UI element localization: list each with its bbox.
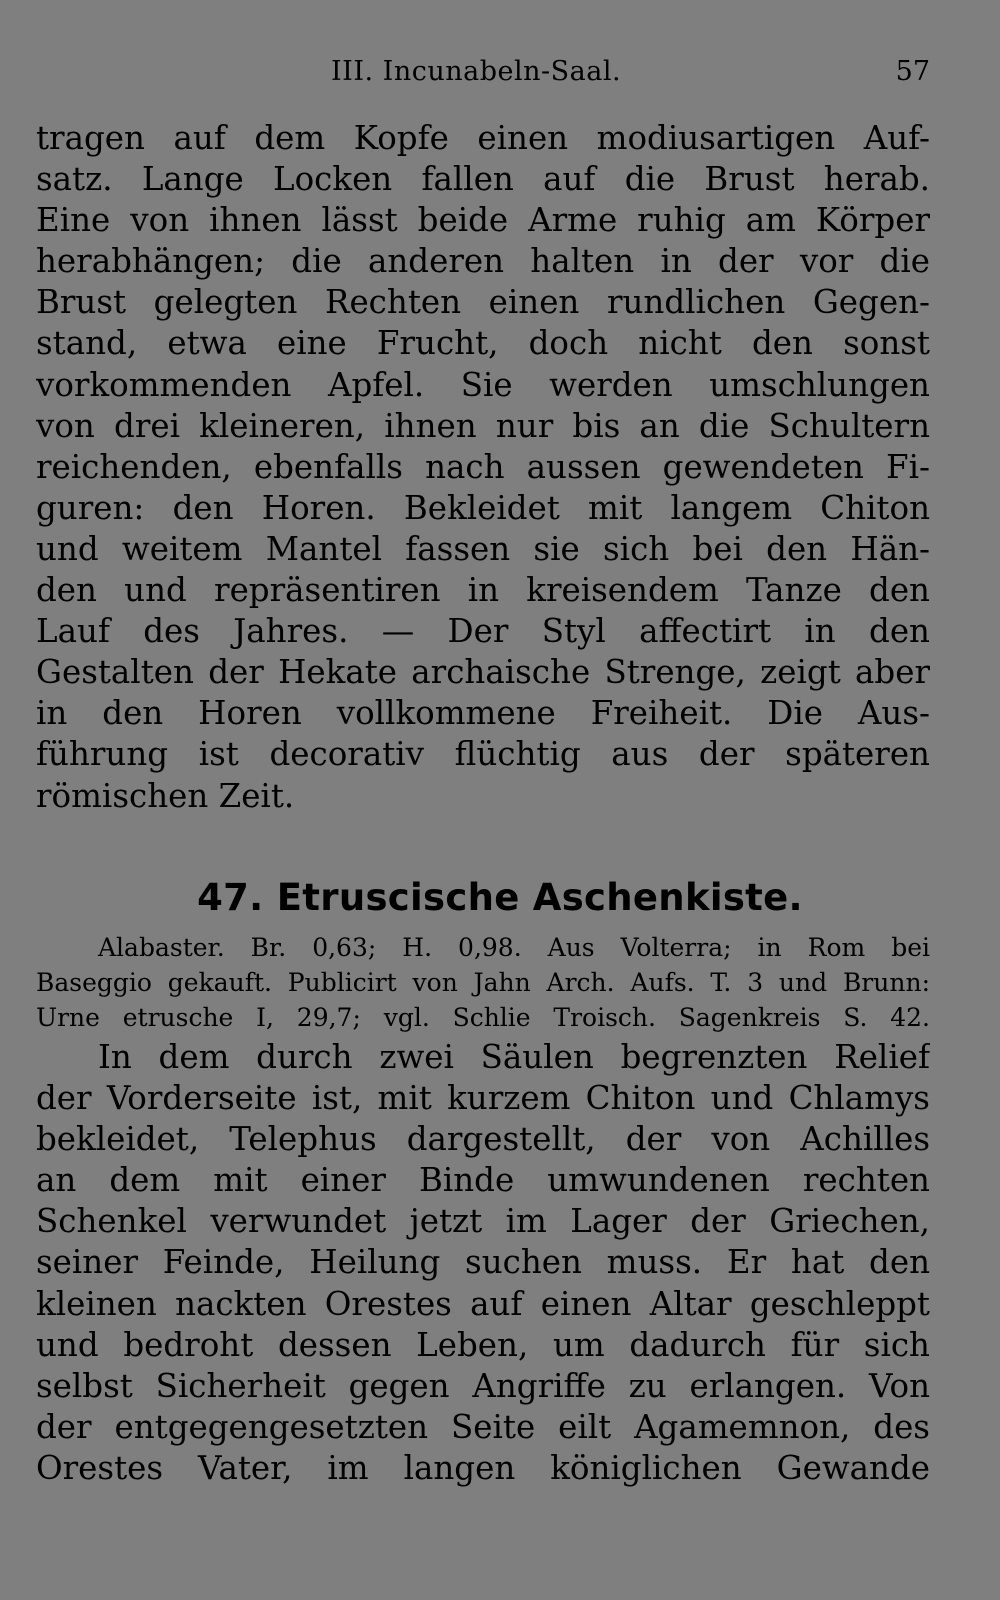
text-line: Schenkel verwundet jetzt im Lager der Griechen, [36,1202,930,1241]
text-line: seiner Feinde, Heilung suchen muss. Er hat den [36,1243,930,1282]
text-line: der entgegengesetzten Seite eilt Agamemnon, des [36,1407,930,1446]
entry-heading: 47. Etruscische Aschenkiste. [197,876,803,919]
text-line: tragen auf dem Kopfe einen modiusartigen Auf- [36,119,930,157]
text-line: Orestes Vater, im langen königlichen Gewande [36,1448,930,1487]
text-line: herabhängen; die anderen halten in der vor die [36,242,930,281]
text-line: und bedroht dessen Leben, um dadurch für sich [36,1325,930,1364]
text-line: und weitem Mantel fassen sie sich bei den Hän- [36,529,930,568]
text-line: römischen Zeit. [36,776,295,815]
text-line: In dem durch zwei Säulen begrenzten Relief [98,1038,930,1076]
text-line: von drei kleineren, ihnen nur bis an die Schultern [36,406,930,445]
text-line: satz. Lange Locken fallen auf die Brust herab. [36,160,930,199]
entry-bibliography [36,930,930,1035]
text-line: an dem mit einer Binde umwundenen rechten [36,1161,930,1200]
text-line: der Vorderseite ist, mit kurzem Chiton und Chlamys [36,1079,930,1118]
text-line: Brust gelegten Rechten einen rundlichen Gegen- [36,283,930,322]
bibliography-line: Baseggio gekauft. Publicirt von Jahn Arch. Aufs. T. 3 und Brunn: [36,968,930,997]
text-line: bekleidet, Telephus dargestellt, der von Achilles [36,1120,930,1159]
continued-paragraph [36,118,930,817]
text-line: reichenden, ebenfalls nach aussen gewendeten Fi- [36,447,930,486]
page-number: 57 [895,56,930,87]
bibliography-line: Alabaster. Br. 0,63; H. 0,98. Aus Volterra; in Rom bei [98,933,930,962]
text-line: den und repräsentiren in kreisendem Tanze den [36,571,930,610]
running-head-title: III. Incunabeln-Saal. [331,56,622,87]
bibliography-line: Urne etrusche I, 29,7; vgl. Schlie Troisch. Sagenkreis S. 42. [36,1003,930,1032]
text-line: führung ist decorativ flüchtig aus der späteren [36,735,930,774]
text-line: stand, etwa eine Frucht, doch nicht den sonst [36,324,930,363]
entry-description [36,1037,930,1489]
text-line: Lauf des Jahres. — Der Styl affectirt in den [36,612,930,651]
text-line: Gestalten der Hekate archaische Strenge, zeigt aber [36,653,930,692]
text-line: guren: den Horen. Bekleidet mit langem Chiton [36,488,930,527]
text-line: in den Horen vollkommene Freiheit. Die Aus- [36,694,930,733]
text-line: kleinen nackten Orestes auf einen Altar geschleppt [36,1284,930,1323]
running-head [36,52,930,92]
text-line: Eine von ihnen lässt beide Arme ruhig am Körper [36,201,930,240]
text-line: selbst Sicherheit gegen Angriffe zu erlangen. Von [36,1366,930,1405]
text-line: vorkommenden Apfel. Sie werden umschlungen [36,365,930,404]
